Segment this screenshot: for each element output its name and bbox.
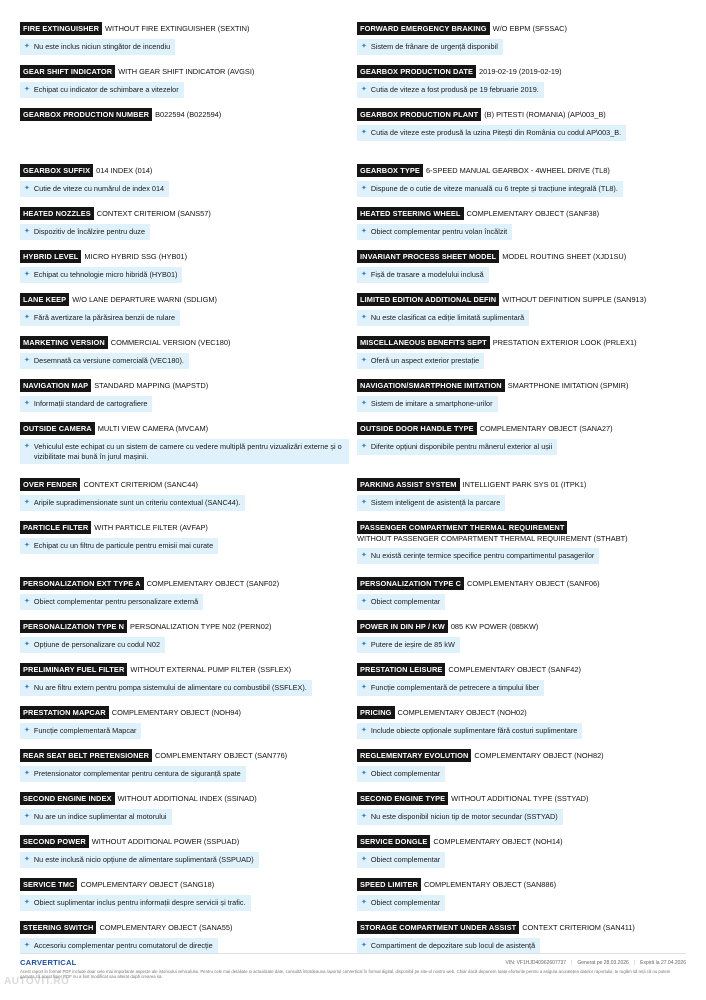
spec-description — [20, 495, 245, 511]
spec-description — [20, 938, 218, 954]
report-footer — [20, 953, 686, 980]
spec-label: GEAR SHIFT INDICATOR — [20, 65, 115, 78]
spec-label: GEARBOX TYPE — [357, 164, 423, 177]
sparkle-icon: ✦ — [24, 271, 30, 278]
spec-description — [357, 125, 626, 141]
spec-header — [357, 164, 686, 177]
spec-label: OVER FENDER — [20, 478, 80, 491]
generated-date: Generat pe 28.03.2026 — [577, 959, 629, 966]
spec-header — [357, 207, 686, 220]
spec-description — [357, 895, 445, 911]
sparkle-icon: ✦ — [361, 271, 367, 278]
spec-description — [20, 680, 312, 696]
sparkle-icon: ✦ — [24, 185, 30, 192]
spec-item — [20, 164, 357, 207]
spec-item — [20, 749, 357, 792]
spec-item — [357, 207, 686, 250]
spec-item — [20, 620, 357, 663]
spec-item — [357, 164, 686, 207]
spec-item — [357, 22, 686, 65]
spec-label: STEERING SWITCH — [20, 921, 96, 934]
spec-label: HEATED NOZZLES — [20, 207, 94, 220]
spec-value: WITHOUT ADDITIONAL INDEX (SSINAD) — [117, 793, 257, 803]
spec-header — [357, 521, 686, 544]
spec-label: POWER IN DIN HP / KW — [357, 620, 448, 633]
spec-value: CONTEXT CRITERIOM (SANC44) — [83, 479, 198, 489]
spec-value: WITH PARTICLE FILTER (AVFAP) — [94, 522, 208, 532]
sparkle-icon: ✦ — [361, 727, 367, 734]
spec-label: NAVIGATION MAP — [20, 379, 91, 392]
sparkle-icon: ✦ — [24, 357, 30, 364]
spec-item — [20, 478, 357, 521]
spec-label: MISCELLANEOUS BENEFITS SEPT — [357, 336, 490, 349]
spec-header — [20, 108, 357, 121]
disclaimer-text: Acest raport în format PDF include doar cele mai importante aspecte ale istoricului vehiculului. Pentru cele mai detaliate și actualizate date, consultă întotdeauna raportul carVertical în format digital, disponibil pe site-ul nostru web. Chiar dacă depunem toate eforturile pentru a asigura acuratețea datelor raportului, te rugăm să reții că nu putem garanta că acest fișier PDF nu a fost modificat sau alterat după crearea sa. — [20, 969, 671, 980]
spec-description — [357, 396, 498, 412]
spec-header — [357, 749, 686, 762]
spec-description-text: Obiect complementar — [370, 855, 441, 864]
spec-description-text: Opțiune de personalizare cu codul N02 — [33, 640, 161, 649]
spec-label: PARKING ASSIST SYSTEM — [357, 478, 460, 491]
sparkle-icon: ✦ — [24, 641, 30, 648]
specs-grid — [20, 22, 686, 964]
spec-header — [20, 250, 357, 263]
spec-item — [20, 422, 357, 478]
spec-description — [20, 852, 259, 868]
sparkle-icon: ✦ — [24, 443, 30, 450]
spec-header — [357, 921, 686, 934]
spec-item — [20, 65, 357, 108]
spec-header — [357, 620, 686, 633]
spec-value: CONTEXT CRITERIOM (SAN411) — [522, 922, 635, 932]
spec-value: COMPLEMENTARY OBJECT (SAN886) — [423, 879, 557, 889]
sparkle-icon: ✦ — [361, 813, 367, 820]
spec-description-text: Cutie de viteze cu numărul de index 014 — [33, 184, 165, 193]
spec-label: SECOND ENGINE INDEX — [20, 792, 115, 805]
spec-value: WITHOUT DEFINITION SUPPLE (SAN913) — [502, 294, 647, 304]
spec-description — [357, 680, 544, 696]
spec-header — [20, 921, 357, 934]
sparkle-icon: ✦ — [361, 684, 367, 691]
spec-description — [20, 39, 175, 55]
spec-item — [357, 250, 686, 293]
spec-description-text: Include obiecte opționale suplimentare fără costuri suplimentare — [370, 726, 578, 735]
spec-item — [20, 207, 357, 250]
spec-description-text: Dispune de o cutie de viteze manuală cu 6 trepte și tracțiune integrală (TL8). — [370, 184, 618, 193]
spec-value: WITHOUT EXTERNAL PUMP FILTER (SSFLEX) — [130, 664, 292, 674]
spec-header — [357, 577, 686, 590]
spec-description-text: Nu este inclusă nicio opțiune de alimentare suplimentară (SSPUAD) — [33, 855, 254, 864]
spec-description-text: Nu are filtru extern pentru pompa sistemului de alimentare cu combustibil (SSFLEX). — [33, 683, 307, 692]
spec-value: COMPLEMENTARY OBJECT (NOH82) — [474, 750, 604, 760]
spec-description — [357, 766, 445, 782]
spec-description — [357, 809, 563, 825]
spec-value: COMPLEMENTARY OBJECT (SANG18) — [80, 879, 215, 889]
sparkle-icon: ✦ — [24, 727, 30, 734]
spec-label: PRICING — [357, 706, 395, 719]
spec-value: COMPLEMENTARY OBJECT (NOH94) — [111, 707, 241, 717]
spec-label: HEATED STEERING WHEEL — [357, 207, 464, 220]
spec-header — [357, 663, 686, 676]
spec-description-text: Echipat cu tehnologie micro hibridă (HYB01) — [33, 270, 178, 279]
spec-value: 6-SPEED MANUAL GEARBOX - 4WHEEL DRIVE (TL8) — [425, 165, 610, 175]
spec-item — [357, 878, 686, 921]
spec-item — [357, 65, 686, 108]
spec-header — [20, 577, 357, 590]
spec-description-text: Obiect complementar — [370, 597, 441, 606]
sparkle-icon: ✦ — [24, 770, 30, 777]
spec-item — [20, 293, 357, 336]
spec-label: GEARBOX PRODUCTION DATE — [357, 65, 476, 78]
spec-description — [357, 310, 529, 326]
spec-value: SMARTPHONE IMITATION (SPMIR) — [507, 380, 629, 390]
spec-header — [20, 663, 357, 676]
spec-value: 014 INDEX (014) — [96, 165, 153, 175]
spec-description-text: Sistem inteligent de asistență la parcare — [370, 498, 501, 507]
spec-value: W/O LANE DEPARTURE WARNI (SDLIGM) — [72, 294, 218, 304]
spec-label: MARKETING VERSION — [20, 336, 108, 349]
spec-label: FIRE EXTINGUISHER — [20, 22, 102, 35]
spec-label: GEARBOX PRODUCTION NUMBER — [20, 108, 152, 121]
spec-header — [20, 521, 357, 534]
spec-description-text: Obiect complementar pentru personalizare externă — [33, 597, 199, 606]
spec-description — [20, 396, 152, 412]
spec-item — [357, 706, 686, 749]
spec-description — [20, 267, 182, 283]
spec-label: PASSENGER COMPARTMENT THERMAL REQUIREMENT — [357, 521, 567, 534]
spec-label: PERSONALIZATION TYPE C — [357, 577, 464, 590]
sparkle-icon: ✦ — [361, 856, 367, 863]
spec-description — [357, 267, 489, 283]
spec-description-text: Cutia de viteze a fost produsă pe 19 februarie 2019. — [370, 85, 539, 94]
spec-item — [357, 478, 686, 521]
spec-header — [357, 422, 686, 435]
spec-value: COMPLEMENTARY OBJECT (SANF38) — [466, 208, 600, 218]
spec-description-text: Sistem de frânare de urgență disponibil — [370, 42, 498, 51]
spec-label: SPEED LIMITER — [357, 878, 421, 891]
spec-item — [357, 835, 686, 878]
spec-value: COMPLEMENTARY OBJECT (SANF02) — [146, 578, 280, 588]
spec-description — [357, 594, 445, 610]
spec-value: COMMERCIAL VERSION (VEC180) — [110, 337, 231, 347]
spec-value: WITHOUT ADDITIONAL POWER (SSPUAD) — [91, 836, 240, 846]
sparkle-icon: ✦ — [361, 400, 367, 407]
spec-description-text: Nu există cerințe termice specifice pentru compartimentul pasagerilor — [370, 551, 595, 560]
spec-description-text: Oferă un aspect exterior prestație — [370, 356, 480, 365]
spec-item — [20, 663, 357, 706]
spec-item — [20, 835, 357, 878]
spec-header — [357, 878, 686, 891]
autovit-watermark: AUTOVIT.RO — [4, 976, 70, 987]
spec-item — [20, 878, 357, 921]
spec-header — [20, 379, 357, 392]
spec-label: PERSONALIZATION EXT TYPE A — [20, 577, 144, 590]
sparkle-icon: ✦ — [361, 598, 367, 605]
spec-header — [20, 422, 357, 435]
sparkle-icon: ✦ — [24, 542, 30, 549]
spec-description-text: Obiect complementar — [370, 769, 441, 778]
spec-description-text: Funcție complementară Mapcar — [33, 726, 137, 735]
spec-description — [357, 353, 484, 369]
spec-value: STANDARD MAPPING (MAPSTD) — [94, 380, 209, 390]
sparkle-icon: ✦ — [361, 641, 367, 648]
spec-header — [357, 108, 686, 121]
spec-label: SERVICE DONGLE — [357, 835, 430, 848]
spec-description — [357, 637, 460, 653]
sparkle-icon: ✦ — [361, 185, 367, 192]
spec-value: 085 KW POWER (085KW) — [450, 621, 539, 631]
spec-item — [357, 577, 686, 620]
sparkle-icon: ✦ — [361, 899, 367, 906]
spec-value: MODEL ROUTING SHEET (XJD1SU) — [502, 251, 627, 261]
spec-description-text: Accesoriu complementar pentru comutatorul de direcție — [33, 941, 213, 950]
spec-description-text: Echipat cu indicator de schimbare a vitezelor — [33, 85, 179, 94]
spec-item — [20, 22, 357, 65]
spec-description — [20, 82, 184, 98]
spec-description — [357, 852, 445, 868]
spec-label: GEARBOX SUFFIX — [20, 164, 93, 177]
sparkle-icon: ✦ — [24, 684, 30, 691]
spec-item — [357, 379, 686, 422]
spec-value: COMPLEMENTARY OBJECT (SANF06) — [467, 578, 600, 588]
spec-label: PERSONALIZATION TYPE N — [20, 620, 127, 633]
spec-description-text: Aripile supradimensionate sunt un criteriu contextual (SANC44). — [33, 498, 241, 507]
spec-description — [20, 181, 169, 197]
spec-description-text: Vehiculul este echipat cu un sistem de camere cu vedere multiplă pentru vizualizări externe și o vizibilitate mai bună în jurul mașinii. — [33, 442, 342, 461]
sparkle-icon: ✦ — [24, 86, 30, 93]
spec-description — [357, 548, 599, 564]
spec-value: COMPLEMENTARY OBJECT (NOH02) — [397, 707, 527, 717]
spec-header — [357, 379, 686, 392]
spec-description-text: Nu este disponibil niciun tip de motor secundar (SSTYAD) — [370, 812, 558, 821]
spec-label: PRELIMINARY FUEL FILTER — [20, 663, 127, 676]
sparkle-icon: ✦ — [24, 899, 30, 906]
sparkle-icon: ✦ — [24, 314, 30, 321]
spec-description-text: Cutia de viteze este produsă la uzina Pitești din România cu codul AP\003_B. — [370, 128, 622, 137]
spec-description — [357, 439, 557, 455]
spec-description-text: Informații standard de cartografiere — [33, 399, 148, 408]
spec-value: PERSONALIZATION TYPE N02 (PERN02) — [130, 621, 272, 631]
spec-description-text: Putere de ieșire de 85 kW — [370, 640, 455, 649]
spec-label: STORAGE COMPARTMENT UNDER ASSIST — [357, 921, 519, 934]
spec-description-text: Compartiment de depozitare sub locul de asistență — [370, 941, 536, 950]
spec-item — [20, 108, 357, 164]
spec-header — [357, 706, 686, 719]
spec-description-text: Fără avertizare la părăsirea benzii de rulare — [33, 313, 176, 322]
spec-item — [20, 379, 357, 422]
spec-item — [20, 577, 357, 620]
spec-item — [357, 749, 686, 792]
spec-item — [20, 792, 357, 835]
carvertical-logo: CARVERTICAL — [20, 958, 77, 967]
spec-item — [357, 293, 686, 336]
spec-description-text: Pretensionator complementar pentru centura de siguranță spate — [33, 769, 241, 778]
spec-description — [20, 439, 349, 464]
spec-item — [357, 620, 686, 663]
sparkle-icon: ✦ — [361, 129, 367, 136]
sparkle-icon: ✦ — [361, 228, 367, 235]
sparkle-icon: ✦ — [361, 314, 367, 321]
spec-header — [357, 22, 686, 35]
spec-description-text: Desemnată ca versiune comercială (VEC180). — [33, 356, 184, 365]
sparkle-icon: ✦ — [361, 552, 367, 559]
spec-label: LIMITED EDITION ADDITIONAL DEFIN — [357, 293, 499, 306]
spec-item — [20, 250, 357, 293]
sparkle-icon: ✦ — [24, 499, 30, 506]
spec-header — [20, 22, 357, 35]
spec-description — [20, 637, 165, 653]
spec-header — [20, 749, 357, 762]
spec-value: MICRO HYBRID SSG (HYB01) — [84, 251, 188, 261]
spec-header — [20, 835, 357, 848]
spec-description — [357, 723, 582, 739]
spec-description — [20, 766, 246, 782]
expiry-date: Expiră la 27.04.2026 — [640, 959, 686, 966]
spec-description-text: Dispozitiv de încălzire pentru duze — [33, 227, 146, 236]
spec-description-text: Nu are un indice suplimentar al motorului — [33, 812, 167, 821]
spec-item — [20, 336, 357, 379]
spec-value: COMPLEMENTARY OBJECT (SANA55) — [99, 922, 233, 932]
spec-value: COMPLEMENTARY OBJECT (SANF42) — [448, 664, 581, 674]
vin-text: VIN: VF1HJD40962607737 — [505, 959, 567, 966]
spec-description-text: Diferite opțiuni disponibile pentru mânerul exterior al ușii — [370, 442, 553, 451]
spec-value: W/O EBPM (SFSSAC) — [492, 23, 567, 33]
sparkle-icon: ✦ — [24, 400, 30, 407]
spec-label: FORWARD EMERGENCY BRAKING — [357, 22, 490, 35]
spec-header — [20, 706, 357, 719]
spec-item — [20, 706, 357, 749]
spec-description-text: Obiect complementar pentru volan încălzit — [370, 227, 508, 236]
spec-description — [20, 809, 172, 825]
spec-description-text: Obiect suplimentar inclus pentru informații despre servicii și trafic. — [33, 898, 246, 907]
sparkle-icon: ✦ — [24, 228, 30, 235]
spec-description-text: Echipat cu un filtru de particule pentru emisii mai curate — [33, 541, 214, 550]
spec-description-text: Funcție complementară de petrecere a timpului liber — [370, 683, 540, 692]
spec-label: OUTSIDE DOOR HANDLE TYPE — [357, 422, 477, 435]
spec-label: SECOND ENGINE TYPE — [357, 792, 448, 805]
spec-header — [20, 878, 357, 891]
spec-item — [357, 108, 686, 164]
spec-description — [357, 39, 503, 55]
sparkle-icon: ✦ — [361, 942, 367, 949]
spec-label: OUTSIDE CAMERA — [20, 422, 95, 435]
sparkle-icon: ✦ — [361, 43, 367, 50]
spec-header — [20, 478, 357, 491]
spec-header — [20, 620, 357, 633]
sparkle-icon: ✦ — [24, 942, 30, 949]
spec-header — [357, 65, 686, 78]
spec-value: COMPLEMENTARY OBJECT (SAN776) — [155, 750, 288, 760]
spec-header — [357, 792, 686, 805]
sparkle-icon: ✦ — [24, 813, 30, 820]
spec-item — [357, 663, 686, 706]
spec-header — [20, 207, 357, 220]
spec-item — [357, 422, 686, 478]
spec-header — [357, 293, 686, 306]
spec-label: REAR SEAT BELT PRETENSIONER — [20, 749, 152, 762]
spec-value: (B) PITESTI (ROMANIA) (AP\003_B) — [484, 109, 606, 119]
spec-item — [357, 792, 686, 835]
spec-description — [357, 938, 540, 954]
spec-description-text: Fișă de trasare a modelului inclusă — [370, 270, 484, 279]
sparkle-icon: ✦ — [24, 856, 30, 863]
spec-value: WITH GEAR SHIFT INDICATOR (AVGSI) — [118, 66, 255, 76]
spec-description — [20, 224, 150, 240]
spec-label: SERVICE TMC — [20, 878, 77, 891]
spec-label: PRESTATION LEISURE — [357, 663, 445, 676]
spec-description — [357, 82, 544, 98]
spec-label: REGLEMENTARY EVOLUTION — [357, 749, 471, 762]
spec-label: GEARBOX PRODUCTION PLANT — [357, 108, 481, 121]
spec-value: B022594 (B022594) — [155, 109, 222, 119]
report-meta: VIN: VF1HJD40962607737 | Generat pe 28.03.2026 | Expiră la 27.04.2026 — [505, 959, 686, 966]
spec-header — [20, 65, 357, 78]
spec-value: 2019-02-19 (2019-02-19) — [479, 66, 562, 76]
spec-item — [357, 521, 686, 577]
spec-value: COMPLEMENTARY OBJECT (NOH14) — [433, 836, 563, 846]
spec-description — [357, 224, 512, 240]
spec-description — [20, 895, 251, 911]
spec-label: PARTICLE FILTER — [20, 521, 91, 534]
sparkle-icon: ✦ — [361, 443, 367, 450]
spec-description — [20, 538, 218, 554]
spec-description-text: Obiect complementar — [370, 898, 441, 907]
spec-item — [20, 521, 357, 577]
spec-value: WITHOUT ADDITIONAL TYPE (SSTYAD) — [451, 793, 589, 803]
spec-value: WITHOUT FIRE EXTINGUISHER (SEXTIN) — [105, 23, 250, 33]
spec-header — [357, 250, 686, 263]
spec-header — [20, 293, 357, 306]
sparkle-icon: ✦ — [24, 598, 30, 605]
spec-label: NAVIGATION/SMARTPHONE IMITATION — [357, 379, 505, 392]
spec-description — [20, 723, 141, 739]
spec-value: PRESTATION EXTERIOR LOOK (PRLEX1) — [492, 337, 637, 347]
spec-header — [357, 336, 686, 349]
sparkle-icon: ✦ — [361, 357, 367, 364]
spec-description — [20, 353, 189, 369]
spec-value: COMPLEMENTARY OBJECT (SANA27) — [479, 423, 613, 433]
sparkle-icon: ✦ — [361, 499, 367, 506]
spec-header — [357, 478, 686, 491]
spec-header — [20, 164, 357, 177]
spec-value: CONTEXT CRITERIOM (SANS57) — [96, 208, 211, 218]
spec-description — [357, 495, 505, 511]
spec-header — [20, 336, 357, 349]
spec-description-text: Nu este inclus niciun stingător de incendiu — [33, 42, 171, 51]
spec-header — [357, 835, 686, 848]
spec-label: LANE KEEP — [20, 293, 69, 306]
spec-header — [20, 792, 357, 805]
spec-label: HYBRID LEVEL — [20, 250, 81, 263]
spec-description — [20, 594, 203, 610]
spec-value: MULTI VIEW CAMERA (MVCAM) — [97, 423, 209, 433]
sparkle-icon: ✦ — [24, 43, 30, 50]
spec-description — [20, 310, 180, 326]
sparkle-icon: ✦ — [361, 770, 367, 777]
spec-value: INTELLIGENT PARK SYS 01 (ITPK1) — [462, 479, 587, 489]
spec-description-text: Sistem de imitare a smartphone-urilor — [370, 399, 493, 408]
spec-description-text: Nu este clasificat ca ediție limitată suplimentară — [370, 313, 525, 322]
spec-label: PRESTATION MAPCAR — [20, 706, 109, 719]
spec-description — [357, 181, 623, 197]
spec-item — [357, 336, 686, 379]
spec-value: WITHOUT PASSENGER COMPARTMENT THERMAL REQUIREMENT (STHABT) — [357, 534, 628, 543]
sparkle-icon: ✦ — [361, 86, 367, 93]
spec-label: SECOND POWER — [20, 835, 89, 848]
spec-label: INVARIANT PROCESS SHEET MODEL — [357, 250, 499, 263]
